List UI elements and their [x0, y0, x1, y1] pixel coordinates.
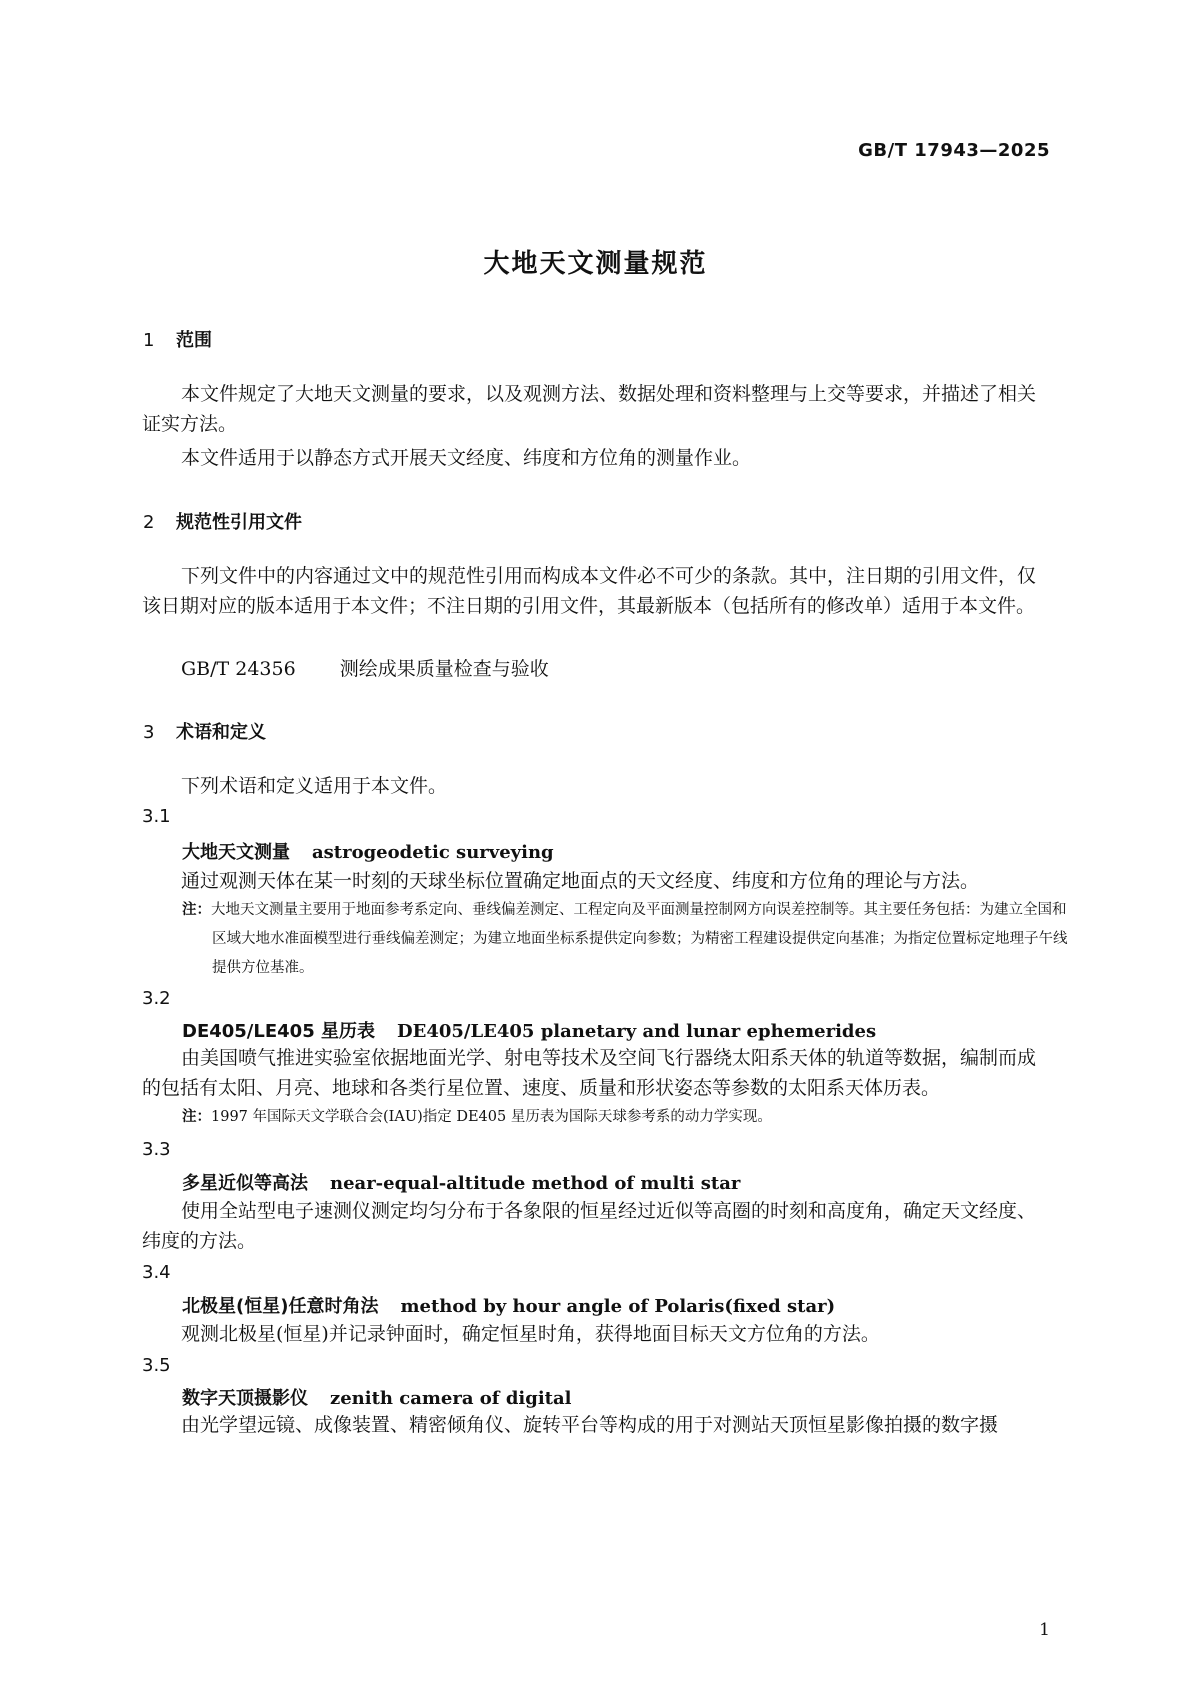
term-title — [182, 1292, 835, 1318]
term-number: 3.3 — [142, 1139, 171, 1160]
note-text: 1997 年国际天文学联合会(IAU)指定 DE405 星历表为国际天球参考系的动力学实现。 — [211, 1109, 772, 1125]
section-heading-2 — [143, 508, 302, 534]
reference-title: 测绘成果质量检查与验收 — [339, 658, 549, 680]
term-title — [182, 1017, 876, 1043]
term-definition: 由光学望远镜、成像装置、精密倾角仪、旋转平台等构成的用于对测站天顶恒星影像拍摄的数字摄 — [181, 1414, 999, 1436]
term-zh: 大地天文测量 — [182, 842, 290, 863]
reference-entry — [181, 654, 1089, 684]
paragraph: 本文件规定了大地天文测量的要求，以及观测方法、数据处理和资料整理与上交等要求，并描述了相关证实方法。 — [142, 383, 1037, 435]
section-number: 3 — [143, 722, 155, 743]
paragraph: 下列文件中的内容通过文中的规范性引用而构成本文件必不可少的条款。其中，注日期的引用文件，仅该日期对应的版本适用于本文件；不注日期的引用文件，其最新版本（包括所有的修改单）适用于本文件。 — [142, 565, 1037, 617]
term-en: zenith camera of digital — [330, 1388, 572, 1409]
term-definition: 使用全站型电子速测仪测定均匀分布于各象限的恒星经过近似等高圈的时刻和高度角，确定天文经度、纬度的方法。 — [142, 1200, 1037, 1252]
note-label: 注： — [182, 1109, 211, 1125]
term-title — [182, 1169, 740, 1195]
term-zh: 多星近似等高法 — [182, 1173, 308, 1194]
term-note — [182, 896, 1080, 983]
document-number: GB/T 17943—2025 — [858, 140, 1050, 161]
section-heading-1 — [143, 326, 212, 352]
term-note — [182, 1103, 1050, 1132]
section-title: 范围 — [176, 330, 212, 351]
page-number: 1 — [1039, 1620, 1050, 1640]
section-number: 1 — [143, 330, 155, 351]
term-zh: 北极星(恒星)任意时角法 — [182, 1296, 379, 1317]
note-label: 注： — [182, 902, 211, 918]
section-number: 2 — [143, 512, 155, 533]
note-text: 大地天文测量主要用于地面参考系定向、垂线偏差测定、工程定向及平面测量控制网方向误差控制等。其主要任务包括：为建立全国和区域大地水准面模型进行垂线偏差测定；为建立地面坐标系提供定向参数；为精密工程建设提供定向基准；为指定位置标定地理子午线提供方位基准。 — [211, 902, 1068, 976]
reference-code: GB/T 24356 — [181, 658, 296, 680]
term-en: astrogeodetic surveying — [312, 842, 554, 863]
term-zh: 数字天顶摄影仪 — [182, 1388, 308, 1409]
section-title: 规范性引用文件 — [176, 512, 302, 533]
page-title: 大地天文测量规范 — [483, 249, 708, 279]
term-number: 3.4 — [142, 1262, 171, 1283]
term-zh: DE405/LE405 星历表 — [182, 1021, 375, 1042]
term-number: 3.1 — [142, 806, 171, 827]
term-number: 3.5 — [142, 1355, 171, 1376]
paragraph: 本文件适用于以静态方式开展天文经度、纬度和方位角的测量作业。 — [181, 447, 752, 469]
term-definition: 观测北极星(恒星)并记录钟面时，确定恒星时角，获得地面目标天文方位角的方法。 — [181, 1323, 880, 1345]
term-number: 3.2 — [142, 988, 171, 1009]
term-title — [182, 838, 554, 864]
term-en: method by hour angle of Polaris(fixed star) — [400, 1296, 836, 1317]
term-en: DE405/LE405 planetary and lunar ephemerides — [397, 1021, 877, 1042]
term-title — [182, 1384, 571, 1410]
paragraph: 下列术语和定义适用于本文件。 — [181, 775, 448, 797]
term-en: near-equal-altitude method of multi star — [330, 1173, 741, 1194]
term-definition: 由美国喷气推进实验室依据地面光学、射电等技术及空间飞行器绕太阳系天体的轨道等数据，编制而成的包括有太阳、月亮、地球和各类行星位置、速度、质量和形状姿态等参数的太阳系天体历表。 — [142, 1047, 1037, 1099]
term-definition: 通过观测天体在某一时刻的天球坐标位置确定地面点的天文经度、纬度和方位角的理论与方法。 — [181, 870, 980, 892]
section-title: 术语和定义 — [176, 722, 266, 743]
section-heading-3 — [143, 718, 266, 744]
